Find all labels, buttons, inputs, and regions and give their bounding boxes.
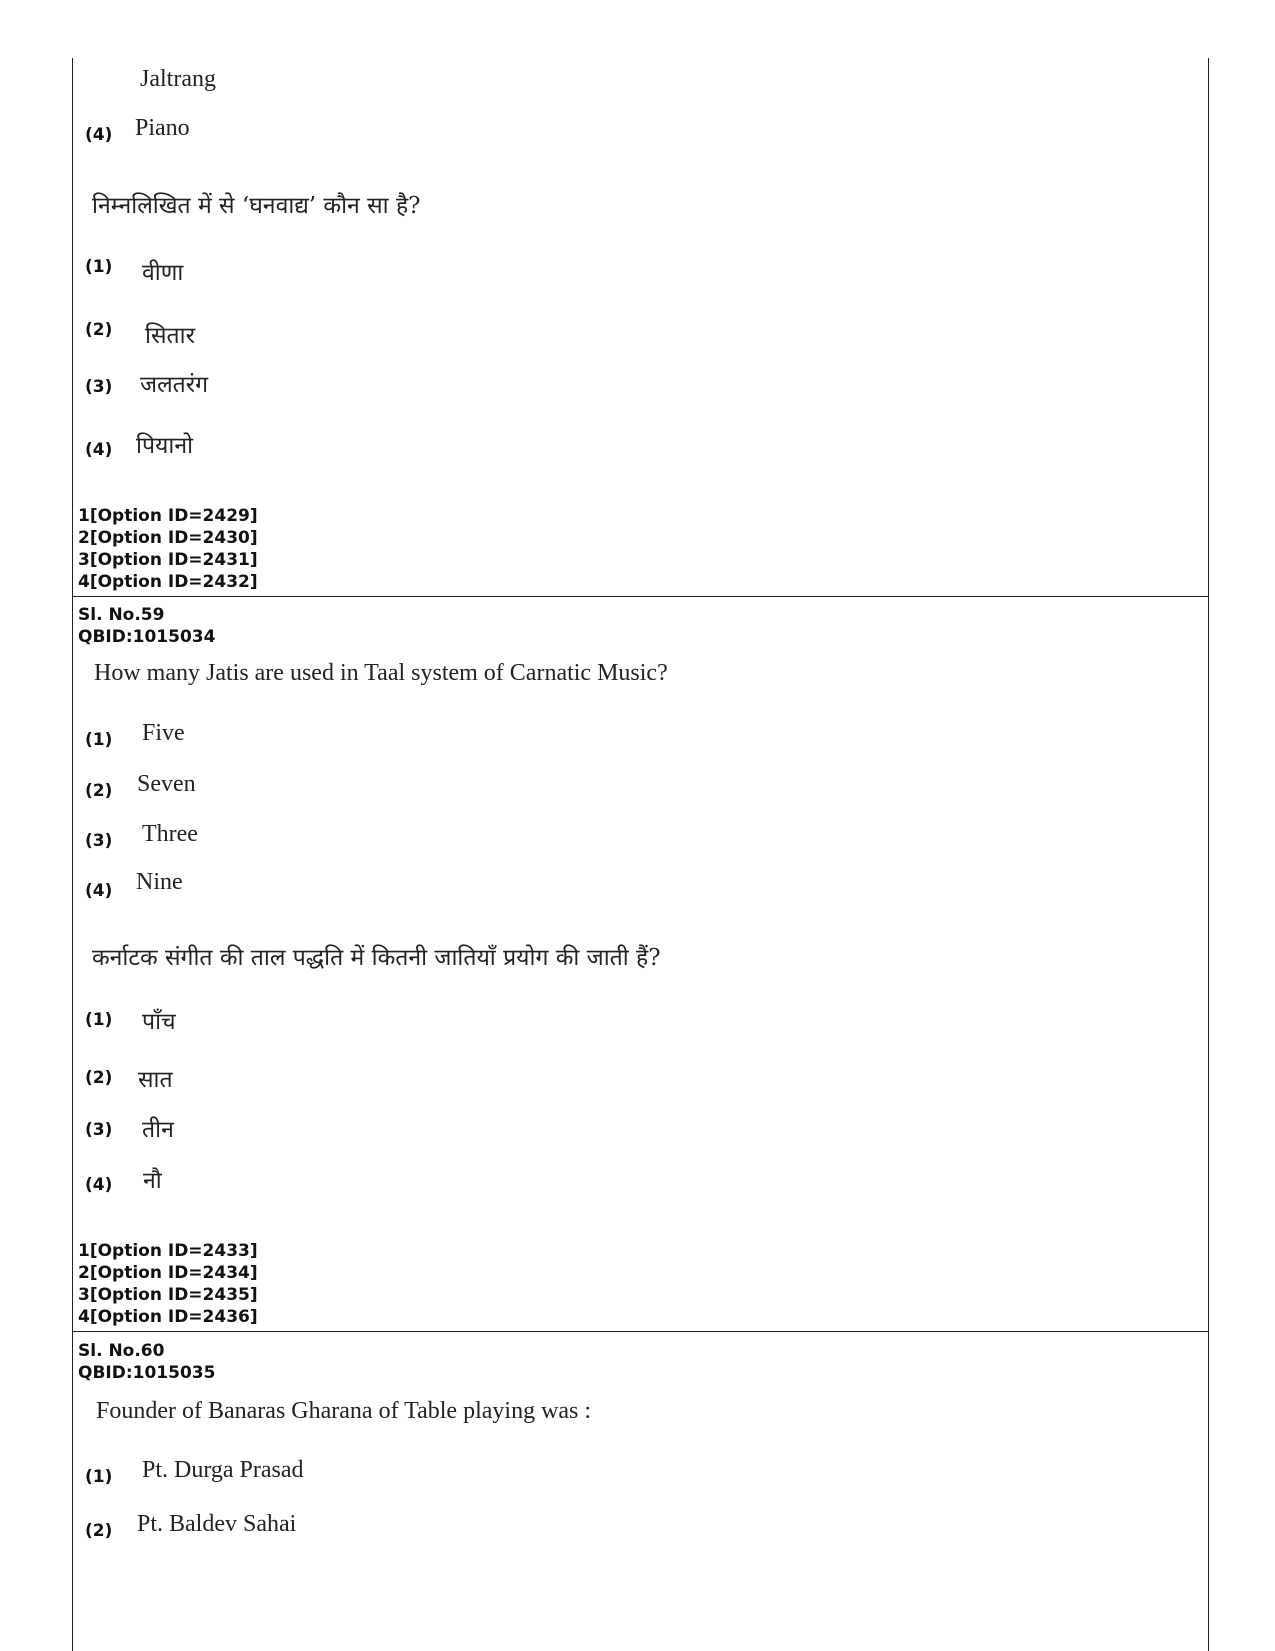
option-1-text-en: Five [142, 720, 185, 746]
option-id-3: 3[Option ID=2431] [78, 550, 258, 570]
question-header [78, 1340, 215, 1384]
option-1-number: (1) [85, 730, 113, 750]
option-3-number: (3) [85, 831, 113, 851]
option-3-text-hi: तीन [142, 1117, 174, 1143]
option-2-number: (2) [85, 320, 113, 340]
question-hindi: कर्नाटक संगीत की ताल पद्धति में कितनी जातियाँ प्रयोग की जाती हैं? [92, 945, 661, 971]
option-2-text-en: Seven [137, 771, 196, 797]
option-1-number: (1) [85, 257, 113, 277]
serial-number: Sl. No.60 [78, 1341, 165, 1361]
option-3-text-hi: जलतरंग [140, 372, 209, 398]
option-4-text-hi: नौ [143, 1168, 162, 1194]
option-id-4: 4[Option ID=2432] [78, 572, 258, 592]
option-4-text-en: Nine [136, 869, 183, 895]
option-4-number: (4) [85, 881, 113, 901]
option-id-1: 1[Option ID=2429] [78, 506, 258, 526]
option-2-number: (2) [85, 1521, 113, 1541]
option-id-list [78, 505, 258, 593]
option-2-text-hi: सितार [145, 323, 195, 349]
option-1-number: (1) [85, 1010, 113, 1030]
option-1-text-hi: वीणा [142, 260, 184, 286]
option-id-3: 3[Option ID=2435] [78, 1285, 258, 1305]
option-2-text-hi: सात [138, 1067, 173, 1093]
qbid: QBID:1015034 [78, 627, 216, 647]
option-2-number: (2) [85, 1068, 113, 1088]
question-english: How many Jatis are used in Taal system of Carnatic Music? [94, 660, 668, 686]
option-id-1: 1[Option ID=2433] [78, 1241, 258, 1261]
option-3-number: (3) [85, 377, 113, 397]
option-3-text-en: Three [142, 821, 198, 847]
option-id-4: 4[Option ID=2436] [78, 1307, 258, 1327]
option-1-text-hi: पाँच [142, 1009, 176, 1035]
left-border [72, 58, 73, 1651]
option-2-number: (2) [85, 781, 113, 801]
option-4-number: (4) [85, 1175, 113, 1195]
right-border [1208, 58, 1209, 1651]
option-1-number: (1) [85, 1467, 113, 1487]
option-id-2: 2[Option ID=2434] [78, 1263, 258, 1283]
option-4-text-en: Piano [135, 115, 190, 141]
question-english: Founder of Banaras Gharana of Table playing was : [96, 1398, 592, 1424]
option-3-text-en: Jaltrang [140, 66, 216, 92]
section-divider [72, 596, 1209, 597]
option-id-list [78, 1240, 258, 1328]
question-header [78, 604, 215, 648]
option-3-number: (3) [85, 1120, 113, 1140]
option-2-text-en: Pt. Baldev Sahai [137, 1511, 297, 1537]
option-id-2: 2[Option ID=2430] [78, 528, 258, 548]
option-4-number: (4) [85, 125, 113, 145]
question-hindi: निम्नलिखित में से ‘घनवाद्य’ कौन सा है? [92, 193, 421, 219]
section-divider [72, 1331, 1209, 1332]
qbid: QBID:1015035 [78, 1363, 216, 1383]
option-1-text-en: Pt. Durga Prasad [142, 1457, 304, 1483]
option-4-number: (4) [85, 440, 113, 460]
option-4-text-hi: पियानो [136, 433, 194, 459]
serial-number: Sl. No.59 [78, 605, 165, 625]
